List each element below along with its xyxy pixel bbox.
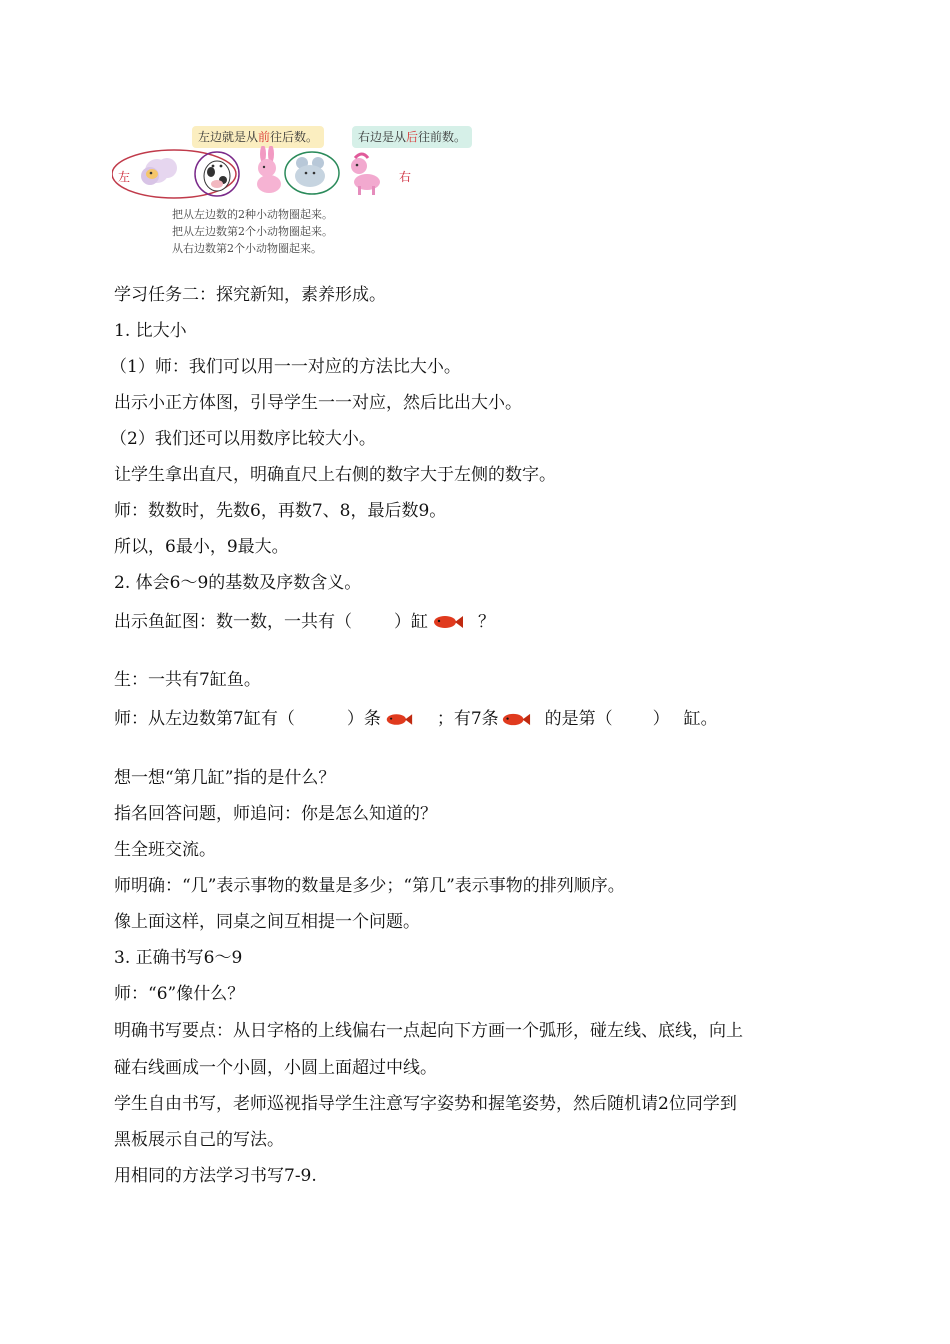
fish-icon — [385, 712, 413, 727]
paragraph: 用相同的方法学习书写7-9. — [114, 1166, 317, 1186]
cow-icon — [204, 161, 230, 191]
fish-icon — [432, 614, 464, 630]
paragraph: 像上面这样，同桌之间互相提一个问题。 — [114, 912, 420, 932]
fish-tank-question — [114, 610, 495, 634]
text-segment: 的是第（ — [544, 709, 613, 729]
figure-caption-1: 把从左边数的2种小动物圈起来。 — [172, 208, 333, 221]
paragraph: 明确书写要点：从日字格的上线偏右一点起向下方画一个弧形，碰左线、底线，向上 — [114, 1021, 743, 1041]
left-direction-bubble: 左边就是从前往后数。 — [192, 126, 324, 148]
animal-figure — [112, 118, 492, 263]
text-segment: 出示鱼缸图：数一数，一共有（ — [114, 612, 352, 632]
section-heading-3: 3. 正确书写6～9 — [114, 948, 243, 968]
paragraph: 碰右线画成一个小圆，小圆上面超过中线。 — [114, 1058, 437, 1078]
paragraph: 指名回答问题，师追问：你是怎么知道的？ — [114, 804, 437, 824]
paragraph: 学生自由书写，老师巡视指导学生注意写字姿势和握笔姿势，然后随机请2位同学到 — [114, 1094, 737, 1114]
text-segment: 师：从左边数第7缸有（ — [114, 709, 295, 729]
paragraph: 师：“6”像什么？ — [114, 984, 245, 1004]
text-segment: ？ — [478, 612, 495, 632]
figure-caption-3: 从右边数第2个小动物圈起来。 — [172, 242, 322, 255]
fish-ordinal-question — [114, 707, 718, 731]
paragraph: 生全班交流。 — [114, 840, 216, 860]
paragraph: 师：数数时，先数6，再数7、8，最后数9。 — [114, 501, 447, 521]
mouse-icon — [295, 157, 325, 187]
fish-icon — [501, 712, 531, 727]
left-label: 左 — [118, 170, 131, 184]
text-segment: ）缸 — [394, 612, 428, 632]
text-segment: ） — [652, 709, 670, 729]
paragraph: 让学生拿出直尺，明确直尺上右侧的数字大于左侧的数字。 — [114, 465, 556, 485]
pony-icon — [351, 154, 380, 195]
paragraph: （2）我们还可以用数序比较大小。 — [110, 429, 376, 449]
paragraph: （1）师：我们可以用一一对应的方法比大小。 — [110, 357, 461, 377]
paragraph: 师明确：“几”表示事物的数量是多少；“第几”表示事物的排列顺序。 — [114, 876, 625, 896]
task-heading: 学习任务二：探究新知，素养形成。 — [114, 285, 386, 305]
paragraph: 生：一共有7缸鱼。 — [114, 670, 261, 690]
paragraph: 出示小正方体图，引导学生一一对应，然后比出大小。 — [114, 393, 522, 413]
right-direction-bubble: 右边是从后往前数。 — [352, 126, 472, 148]
text-segment: 缸。 — [683, 709, 718, 729]
text-segment: ）条 — [346, 709, 381, 729]
figure-caption-2: 把从左边数第2个小动物圈起来。 — [172, 225, 333, 238]
section-heading-2: 2. 体会6～9的基数及序数含义。 — [114, 573, 362, 593]
paragraph: 所以，6最小，9最大。 — [114, 537, 289, 557]
paragraph: 黑板展示自己的写法。 — [114, 1130, 284, 1150]
rabbit-icon — [257, 146, 281, 193]
section-heading-1: 1. 比大小 — [114, 321, 187, 341]
animal-row — [112, 146, 412, 204]
figure-captions — [172, 206, 333, 257]
paragraph: 想一想“第几缸”指的是什么？ — [114, 768, 336, 788]
text-segment: ；有7条 — [436, 709, 499, 729]
right-label: 右 — [399, 170, 412, 184]
sheep-icon — [141, 158, 177, 185]
